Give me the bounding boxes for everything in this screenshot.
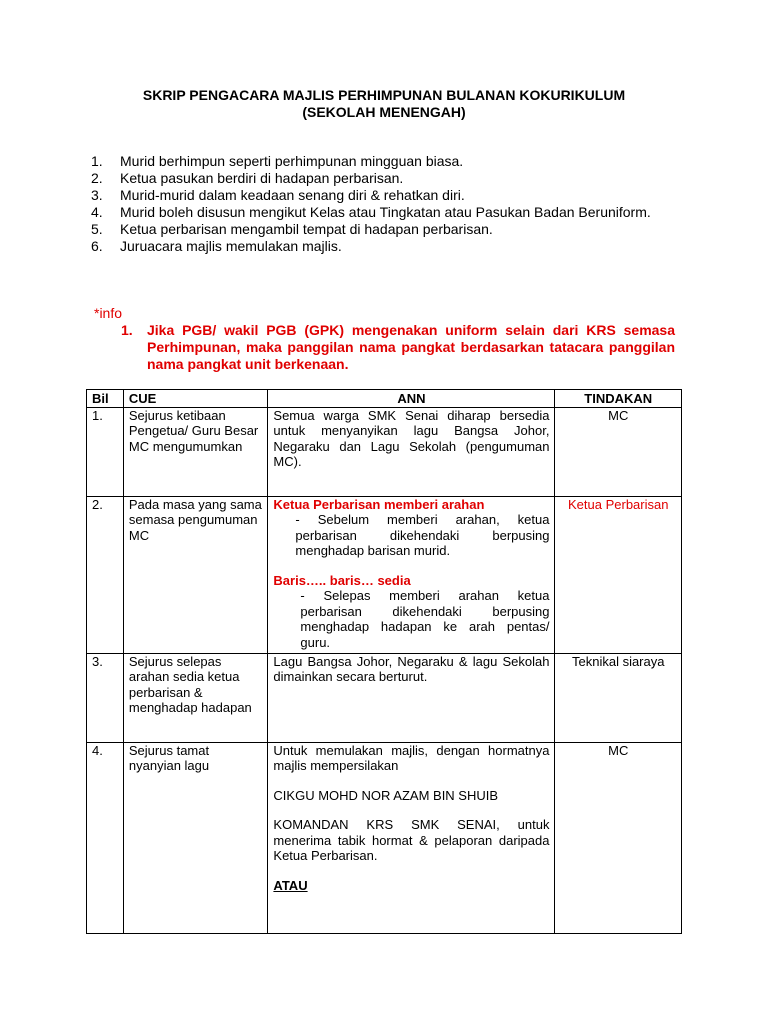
list-item [91, 153, 675, 170]
table-row [87, 742, 682, 933]
list-item [91, 187, 675, 204]
cell-ann [268, 496, 555, 653]
page-title [0, 87, 768, 121]
cell-ann: Semua warga SMK Senai diharap bersedia untuk menyanyikan lagu Bangsa Johor, Negaraku dan Lagu Sekolah (pengumuman MC). [268, 407, 555, 496]
list-item-number: 4. [91, 204, 103, 220]
list-item-text: Ketua perbarisan mengambil tempat di hadapan perbarisan. [120, 221, 493, 237]
table-row [87, 496, 682, 653]
cell-cue: Sejurus tamat nyanyian lagu [123, 742, 268, 933]
list-item-number: 2. [91, 170, 103, 186]
list-item [91, 221, 675, 238]
ann-paragraph: Untuk memulakan majlis, dengan hormatnya majlis mempersilakan [273, 742, 550, 773]
table-row [87, 653, 682, 742]
title-line-2: (SEKOLAH MENENGAH) [302, 104, 466, 120]
info-note-number: 1. [121, 322, 133, 338]
cell-tindakan: Teknikal siaraya [555, 653, 682, 742]
cell-bil: 3. [87, 653, 124, 742]
list-item-text: Juruacara majlis memulakan majlis. [120, 238, 342, 254]
list-item-number: 3. [91, 187, 103, 203]
column-header-bil: Bil [87, 390, 124, 408]
cell-cue: Pada masa yang sama semasa pengumuman MC [123, 496, 268, 653]
list-item-text: Murid boleh disusun mengikut Kelas atau Tingkatan atau Pasukan Badan Beruniform. [120, 204, 651, 220]
list-item [91, 238, 675, 255]
ann-paragraph: KOMANDAN KRS SMK SENAI, untuk menerima tabik hormat & pelaporan daripada Ketua Perbarisan. [273, 817, 550, 863]
cell-cue: Sejurus ketibaan Pengetua/ Guru Besar MC mengumumkan [123, 407, 268, 496]
column-header-tindakan: TINDAKAN [555, 390, 682, 408]
cell-ann: Lagu Bangsa Johor, Negaraku & lagu Sekolah dimainkan secara berturut. [268, 653, 555, 742]
title-line-1: SKRIP PENGACARA MAJLIS PERHIMPUNAN BULANAN KOKURIKULUM [142, 87, 626, 103]
ann-subpoint: - Sebelum memberi arahan, ketua perbarisan dikehendaki berpusing menghadap barisan murid. [295, 512, 550, 558]
info-note [121, 322, 675, 373]
procedure-list [91, 153, 675, 255]
info-label: *info [94, 305, 123, 321]
list-item [91, 170, 675, 187]
table-row [87, 407, 682, 496]
cell-bil: 1. [87, 407, 124, 496]
cell-ann [268, 742, 555, 933]
script-table [86, 389, 682, 934]
ann-heading: Ketua Perbarisan memberi arahan [273, 496, 485, 512]
cell-bil: 2. [87, 496, 124, 653]
ann-paragraph: CIKGU MOHD NOR AZAM BIN SHUIB [273, 787, 499, 803]
list-item-number: 6. [91, 238, 103, 254]
table-header-row [87, 390, 682, 408]
cell-tindakan: Ketua Perbarisan [555, 496, 682, 653]
cell-tindakan: MC [555, 407, 682, 496]
column-header-ann: ANN [268, 390, 555, 408]
cell-tindakan: MC [555, 742, 682, 933]
ann-subpoint: - Selepas memberi arahan ketua perbarisan dikehendaki berpusing menghadap hadapan ke arah pentas/ guru. [300, 588, 550, 650]
list-item-text: Murid-murid dalam keadaan senang diri & rehatkan diri. [120, 187, 465, 203]
list-item-text: Ketua pasukan berdiri di hadapan perbarisan. [120, 170, 404, 186]
ann-atau: ATAU [273, 877, 308, 893]
column-header-cue: CUE [123, 390, 268, 408]
list-item-number: 1. [91, 153, 103, 169]
list-item-number: 5. [91, 221, 103, 237]
cell-bil: 4. [87, 742, 124, 933]
info-note-text: Jika PGB/ wakil PGB (GPK) mengenakan uniform selain dari KRS semasa Perhimpunan, maka panggilan nama pangkat berdasarkan tatacara panggilan nama pangkat unit berkenaan. [147, 322, 675, 372]
cell-cue: Sejurus selepas arahan sedia ketua perbarisan & menghadap hadapan [123, 653, 268, 742]
list-item [91, 204, 675, 221]
ann-heading: Baris….. baris… sedia [273, 572, 411, 588]
list-item-text: Murid berhimpun seperti perhimpunan mingguan biasa. [120, 153, 464, 169]
